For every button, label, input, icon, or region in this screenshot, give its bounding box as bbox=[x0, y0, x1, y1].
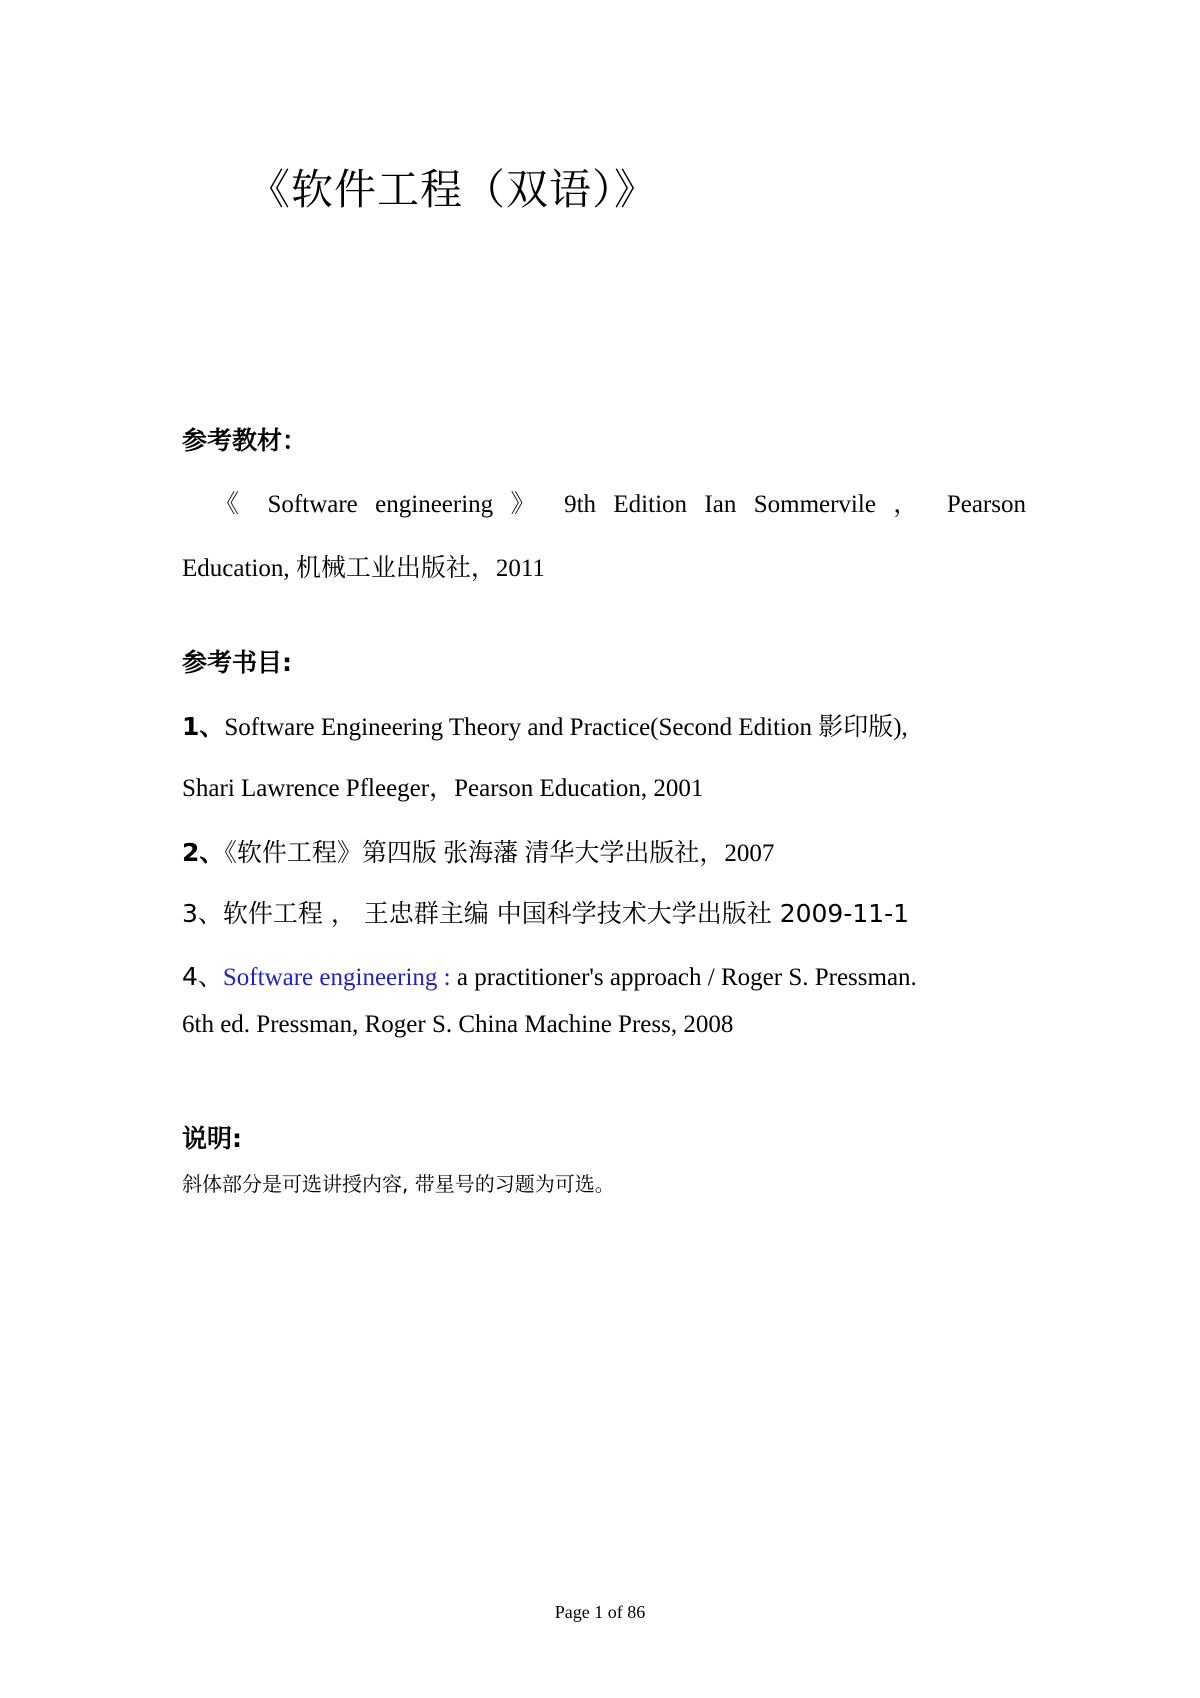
references-heading: 参考书目: bbox=[182, 648, 292, 677]
textbook-citation-line-1: 《 Software engineering 》 9th Edition Ian Sommervile ， Pearson bbox=[214, 491, 1026, 518]
reference-item-2 bbox=[182, 836, 774, 871]
reference-link[interactable]: Software engineering : bbox=[222, 964, 451, 991]
reference-item-1-line-2: Shari Lawrence Pfleeger，Pearson Education, 2001 bbox=[182, 775, 704, 802]
textbook-citation-line-2: Education, 机械工业出版社，2011 bbox=[182, 555, 545, 582]
reference-number: 4、 bbox=[182, 962, 223, 991]
reference-text: a practitioner's approach / Roger S. Pressman. bbox=[450, 964, 917, 991]
reference-number: 1、 bbox=[182, 712, 225, 741]
reference-item-3 bbox=[182, 897, 909, 931]
reference-number: 3、 bbox=[182, 899, 223, 928]
notes-heading: 说明: bbox=[182, 1124, 242, 1153]
reference-number: 2、 bbox=[182, 838, 225, 867]
document-title: 《软件工程（双语）》 bbox=[248, 165, 658, 214]
reference-text: Software Engineering Theory and Practice(Second Edition 影印版), bbox=[224, 714, 908, 741]
reference-text: 软件工程 ， 王忠群主编 中国科学技术大学出版社 2009-11-1 bbox=[222, 899, 910, 928]
reference-item-4-line-2: 6th ed. Pressman, Roger S. China Machine Press, 2008 bbox=[182, 1011, 734, 1038]
notes-text: 斜体部分是可选讲授内容, 带星号的习题为可选。 bbox=[182, 1172, 615, 1196]
page-number: Page 1 of 86 bbox=[554, 1602, 646, 1622]
textbook-heading: 参考教材： bbox=[182, 426, 308, 455]
reference-item-4 bbox=[182, 960, 917, 995]
reference-item-1 bbox=[182, 710, 908, 745]
reference-text: 《软件工程》第四版 张海藩 清华大学出版社，2007 bbox=[224, 840, 775, 867]
